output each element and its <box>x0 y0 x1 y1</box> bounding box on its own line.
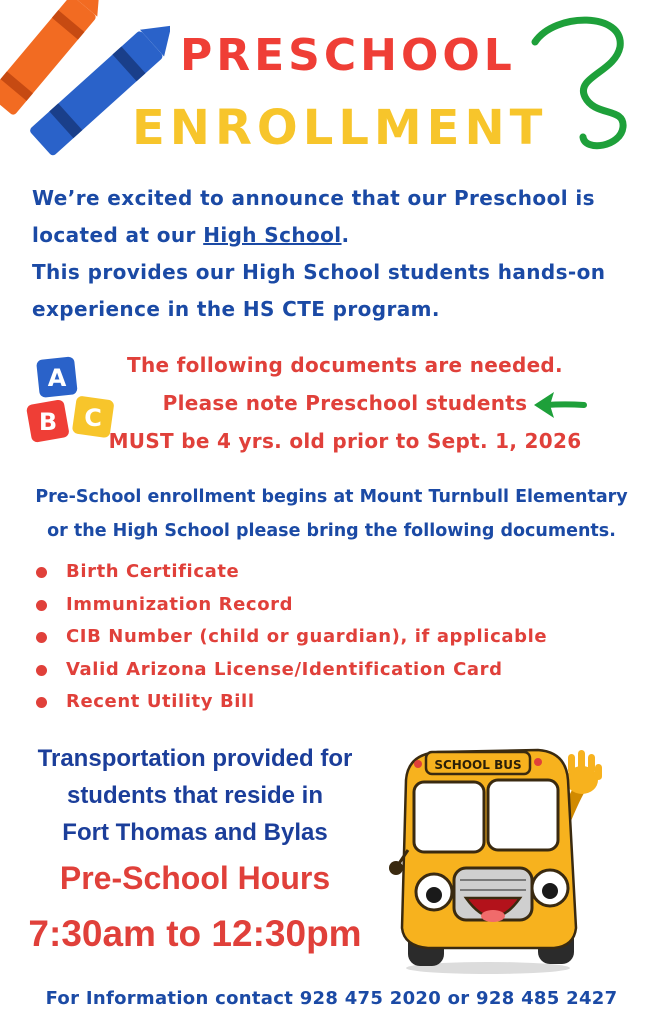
document-label: Immunization Record <box>66 593 294 615</box>
document-label: CIB Number (child or guardian), if applicable <box>66 626 548 648</box>
intro-line-3: This provides our High School students hands-on <box>32 260 606 284</box>
document-label: Valid Arizona License/Identification Card <box>66 658 503 680</box>
transportation-info <box>10 740 380 851</box>
required-documents-list <box>34 556 634 719</box>
contact-footer: For Information contact 928 475 2020 or 928 485 2427 <box>45 988 618 1009</box>
waving-hand-icon <box>566 750 602 794</box>
hours-title: Pre-School Hours <box>59 860 331 896</box>
arrow-left-icon <box>530 388 590 422</box>
bullet-icon <box>36 600 47 611</box>
list-item <box>34 556 634 589</box>
bullet-icon <box>36 567 47 578</box>
title-preschool: PRESCHOOL <box>180 30 516 81</box>
block-letter-b: B <box>38 408 58 436</box>
enrollment-line-2: or the High School please bring the following documents. <box>47 521 616 541</box>
transportation-line-1: Transportation provided for <box>37 745 353 772</box>
high-school-link[interactable]: High School <box>203 223 342 247</box>
list-item <box>34 654 634 687</box>
document-label: Recent Utility Bill <box>66 691 255 713</box>
intro-line-2-suffix: . <box>341 223 350 247</box>
bullet-icon <box>36 665 47 676</box>
block-letter-c: C <box>84 404 102 432</box>
intro-line-2-prefix: located at our <box>32 223 204 247</box>
title-enrollment: ENROLLMENT <box>132 100 548 156</box>
list-item <box>34 589 634 622</box>
document-label: Birth Certificate <box>66 561 240 582</box>
bullet-icon <box>36 697 47 708</box>
intro-line-4: experience in the HS CTE program. <box>32 297 440 321</box>
list-item <box>34 621 634 654</box>
intro-paragraph <box>32 180 642 328</box>
hours-time: 7:30am to 12:30pm <box>28 913 362 954</box>
transportation-line-2: students that reside in <box>66 782 324 809</box>
intro-line-2 <box>32 217 642 254</box>
school-bus-illustration <box>388 740 613 980</box>
enrollment-paragraph <box>0 480 663 548</box>
block-letter-a: A <box>47 364 67 392</box>
bullet-icon <box>36 632 47 643</box>
transportation-line-3: Fort Thomas and Bylas <box>62 819 328 846</box>
list-item <box>34 686 634 719</box>
intro-line-1: We’re excited to announce that our Preschool is <box>32 186 595 210</box>
notice-line-2: Please note Preschool students <box>162 391 528 415</box>
notice-line-3: MUST be 4 yrs. old prior to Sept. 1, 2026 <box>108 429 582 453</box>
notice-line-1: The following documents are needed. <box>127 353 563 377</box>
enrollment-line-1: Pre-School enrollment begins at Mount Turnbull Elementary <box>35 487 628 507</box>
bus-sign-text: SCHOOL BUS <box>434 758 522 772</box>
